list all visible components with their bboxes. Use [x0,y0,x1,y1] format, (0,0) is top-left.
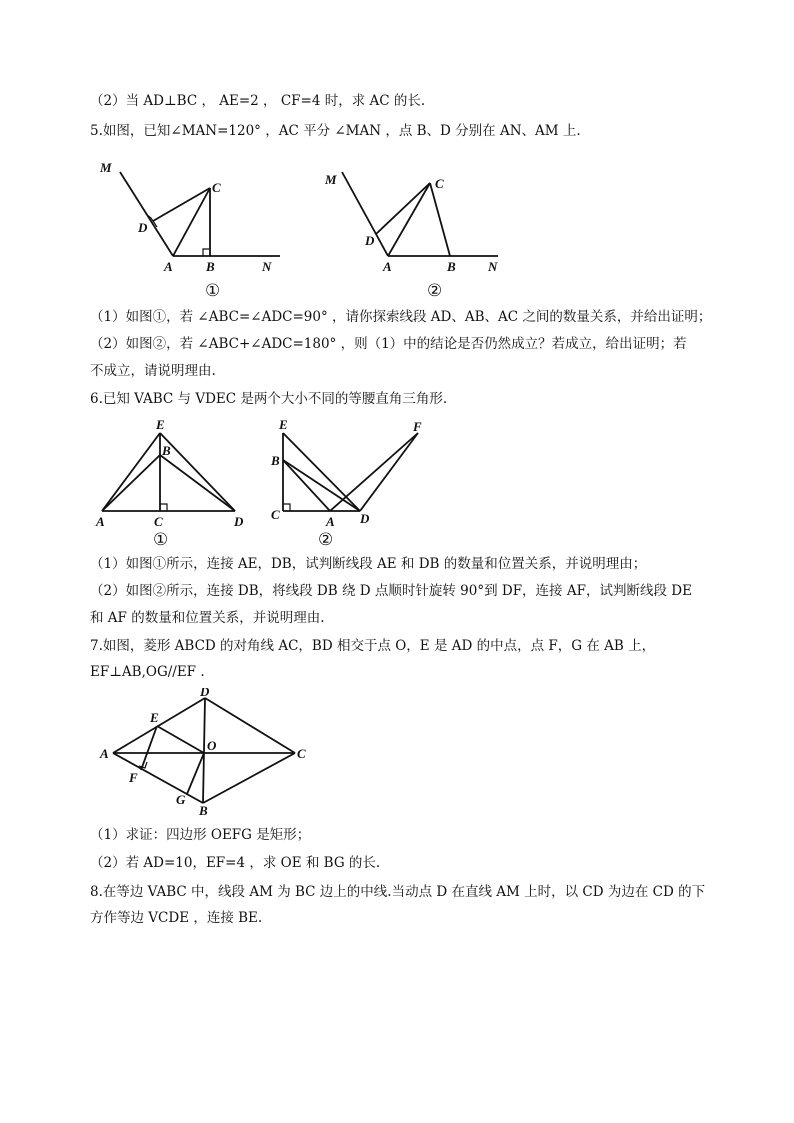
label-B-2: B [271,453,280,468]
label-B-2: B [447,259,456,274]
label-D-2: D [360,511,370,526]
q7-stem: 7.如图，菱形 ABCD 的对角线 AC，BD 相交于点 O，E 是 AD 的中点，点 F，G 在 AB 上， [90,638,656,654]
figure-5 [90,150,520,305]
label-E: E [156,417,165,432]
q5-part2-cont: 不成立，请说明理由. [90,363,216,379]
caption-6-1: ① [153,530,169,549]
label-A-2: A [383,259,392,274]
label-B: B [162,443,171,458]
label-C-2: C [435,176,444,191]
figure-6-2 [270,417,422,549]
caption-2: ② [427,281,443,300]
q6-part1: （1）如图①所示，连接 AE，DB，试判断线段 AE 和 DB 的数量和位置关系，并说明理由； [90,556,647,572]
label-F: F [129,770,138,785]
q7-part1: （1）求证：四边形 OEFG 是矩形； [90,827,311,843]
label-D: D [200,688,210,699]
label-A: A [100,746,109,761]
label-C: C [154,514,163,529]
figure-6 [90,415,440,550]
label-N-2: N [488,259,498,274]
label-M: M [100,160,112,175]
label-D-2: D [365,233,375,248]
q5-stem: 5.如图，已知∠MAN=120° ，AC 平分 ∠MAN ，点 B、D 分别在 AN、AM 上. [90,123,581,139]
q4-part2: （2）当 AD⊥BC ， AE=2 ， CF=4 时，求 AC 的长. [90,93,426,109]
label-E-2: E [279,417,288,432]
label-F-2: F [413,419,422,434]
label-E: E [150,710,159,725]
figure-5-1 [99,160,280,300]
q6-stem: 6.已知 VABC 与 VDEC 是两个大小不同的等腰直角三角形. [90,391,448,407]
figure-7 [90,688,330,818]
q5-part2: （2）如图②，若 ∠ABC+∠ADC=180° ，则（1）中的结论是否仍然成立？若成立，给出证明；若 [90,336,687,352]
label-C: C [212,180,221,195]
label-A: A [96,514,105,529]
label-C-2: C [271,507,280,522]
caption-6-2: ② [318,530,334,549]
q6-part2-cont: 和 AF 的数量和位置关系，并说明理由. [90,610,325,626]
label-O: O [207,738,217,753]
figure-5-2 [324,172,498,300]
label-D: D [138,220,148,235]
label-C: C [297,746,306,761]
label-N: N [262,259,272,274]
q5-part1: （1）如图①，若 ∠ABC=∠ADC=90° ，请你探索线段 AD、AB、AC 之间的数量关系，并给出证明； [90,309,712,325]
label-M-2: M [325,172,337,187]
label-D: D [234,514,244,529]
label-G: G [176,792,186,807]
caption-1: ① [205,281,221,300]
q7-stem-cont: EF⊥AB,OG//EF . [90,664,205,680]
label-A-2: A [326,514,335,529]
q8-stem-cont: 方作等边 VCDE ，连接 BE. [90,910,263,926]
q6-part2: （2）如图②所示，连接 DB，将线段 DB 绕 D 点顺时针旋转 90°到 DF，连接 AF，试判断线段 DE [90,583,692,599]
label-B: B [199,803,208,818]
label-A: A [164,259,173,274]
label-B: B [206,259,215,274]
q8-stem: 8.在等边 VABC 中，线段 AM 为 BC 边上的中线.当动点 D 在直线 AM 上时，以 CD 为边在 CD 的下 [90,884,706,900]
figure-6-1 [95,417,244,549]
q7-part2: （2）若 AD=10，EF=4 ，求 OE 和 BG 的长. [90,855,381,871]
